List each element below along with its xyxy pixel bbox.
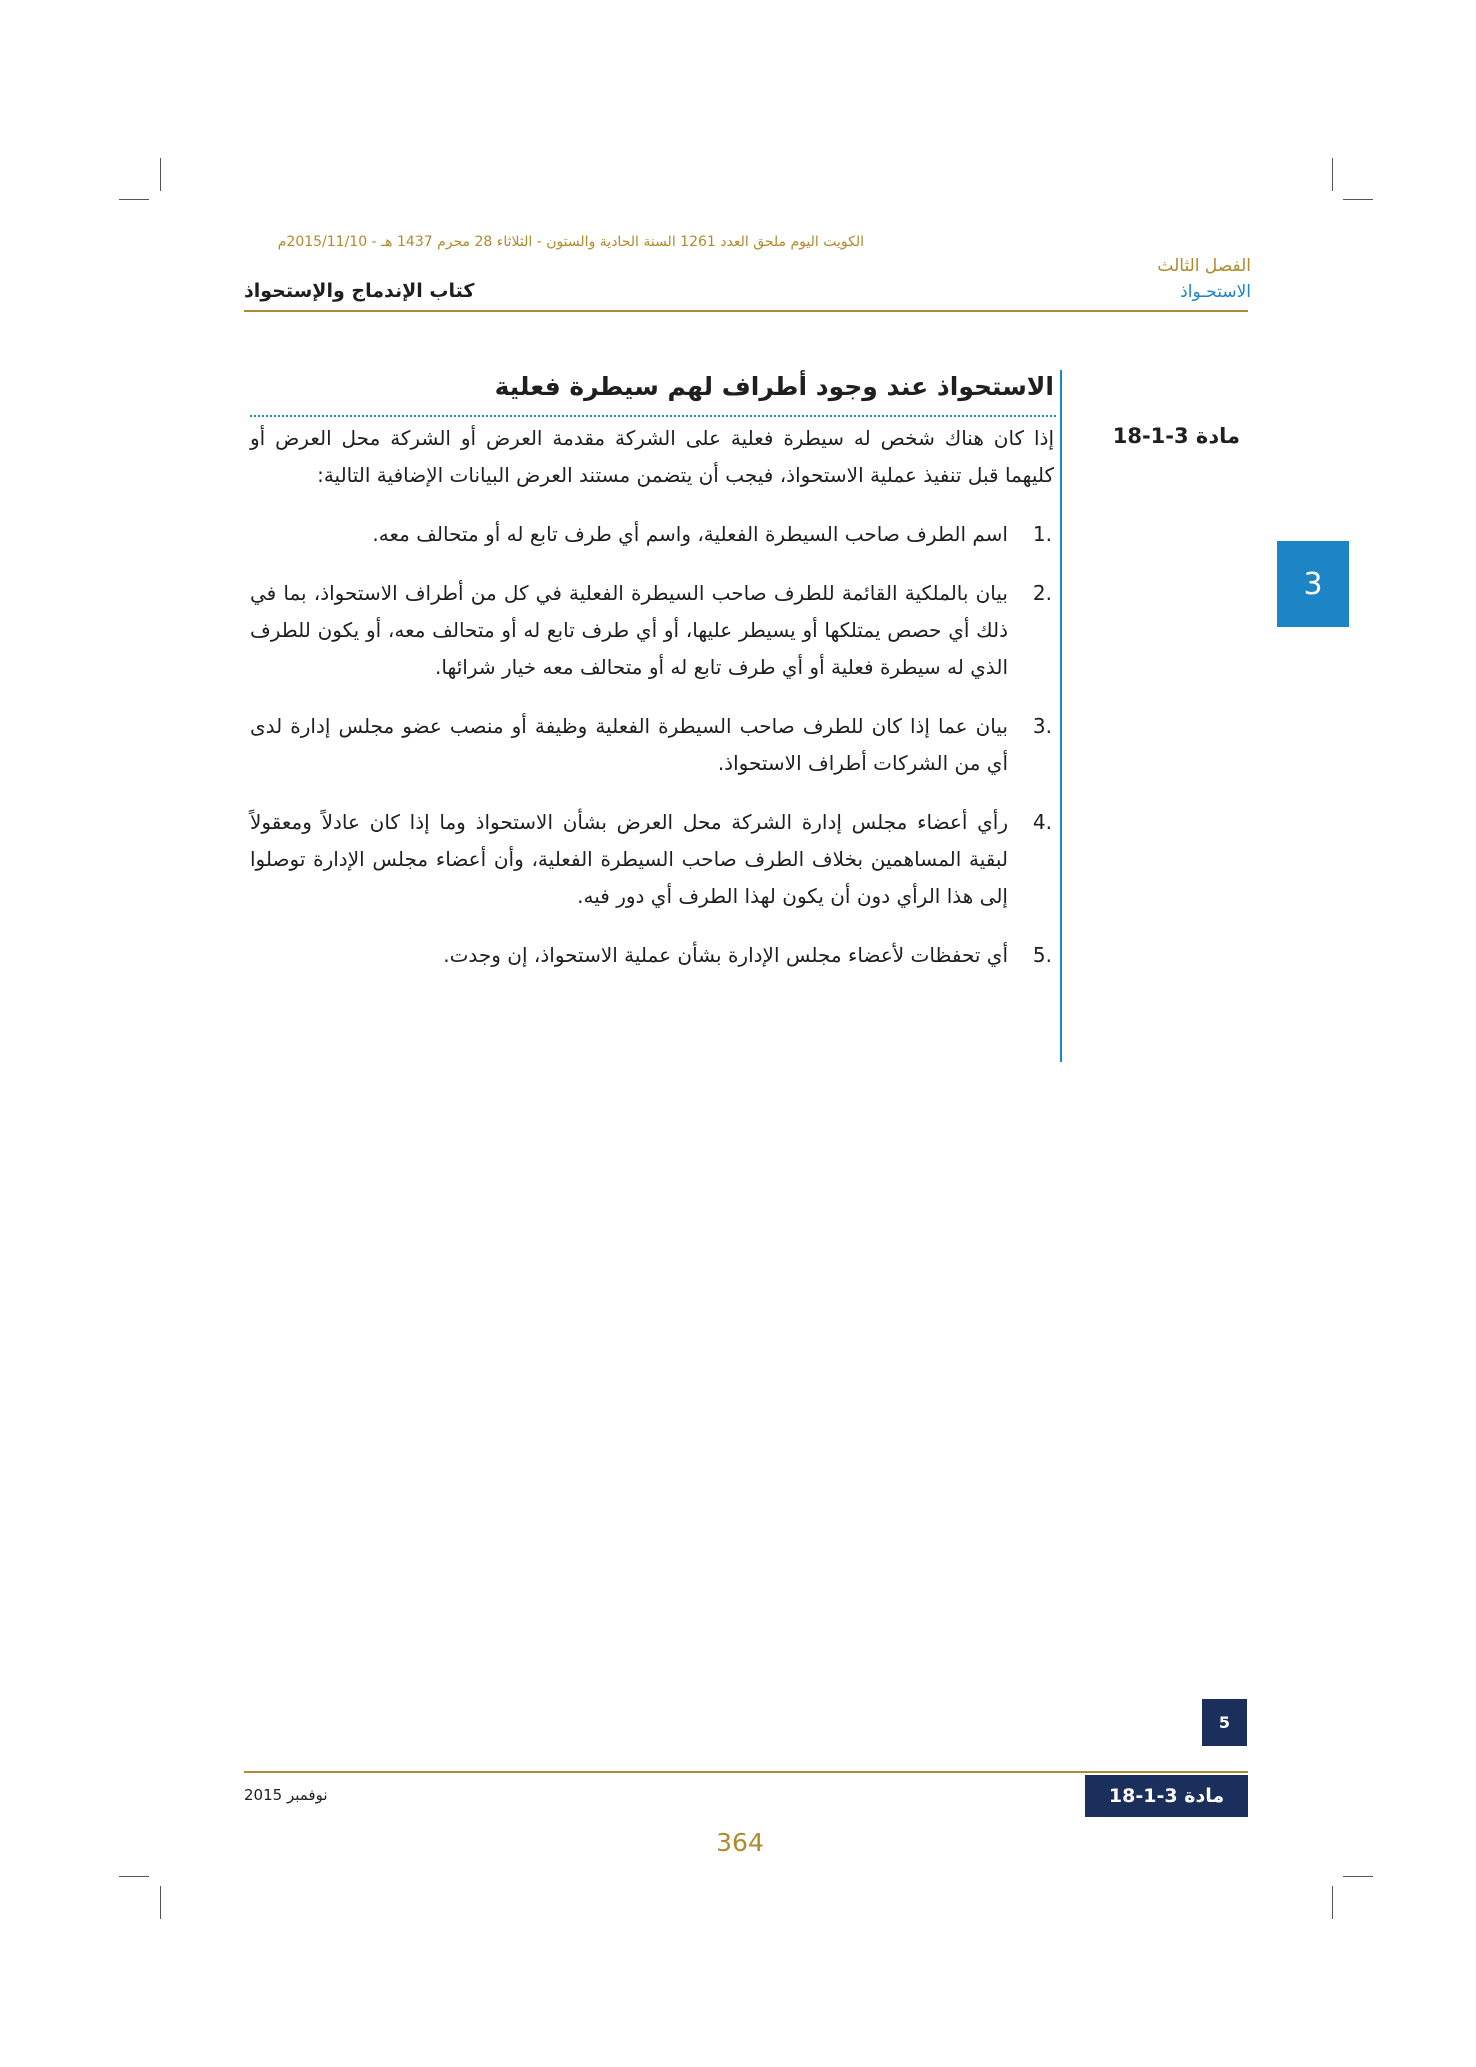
item-number: 4. — [1032, 810, 1052, 834]
page-box: 5 — [1202, 1699, 1247, 1746]
crop-mark-bottom-left-h — [119, 1876, 149, 1877]
article-intro: إذا كان هناك شخص له سيطرة فعلية على الشركة مقدمة العرض أو الشركة محل العرض أو كليهما قبل تنفيذ عملية الاستحواذ، فيجب أن يتضمن مستند العرض البيانات الإضافية التالية: — [250, 426, 1054, 487]
item-text: بيان بالملكية القائمة للطرف صاحب السيطرة الفعلية في كل من أطراف الاستحواذ، بما في ذلك أي حصص يمتلكها أو يسيطر عليها، أو أي طرف تابع له أو متحالف معه، أو يكون للطرف الذي له سيطرة فعلية أو أي طرف تابع له أو متحالف معه خيار شرائها. — [250, 581, 1008, 679]
item-text: أي تحفظات لأعضاء مجلس الإدارة بشأن عملية الاستحواذ، إن وجدت. — [443, 943, 1008, 967]
item-number: 3. — [1032, 714, 1052, 738]
item-number: 1. — [1032, 522, 1052, 546]
page-number: 364 — [716, 1828, 764, 1857]
crop-mark-top-left-h — [119, 199, 149, 200]
crop-mark-top-right-h — [1343, 199, 1373, 200]
book-title: كتاب الإندماج والإستحواذ — [244, 280, 475, 302]
list-item — [250, 937, 1054, 974]
crop-mark-bottom-right-h — [1343, 1876, 1373, 1877]
article-label: مادة 3-1-18 — [1112, 424, 1240, 448]
heading-underline — [250, 415, 1056, 417]
item-text: رأي أعضاء مجلس إدارة الشركة محل العرض بشأن الاستحواذ وما إذا كان عادلاً ومعقولاً لبقية المساهمين بخلاف الطرف صاحب السيطرة الفعلية، وأن أعضاء مجلس الإدارة توصلوا إلى هذا الرأي دون أن يكون لهذا الطرف أي دور فيه. — [250, 810, 1008, 908]
section-heading: الاستحواذ عند وجود أطراف لهم سيطرة فعلية — [494, 372, 1054, 401]
footer-rule — [244, 1771, 1248, 1773]
item-number: 2. — [1032, 581, 1052, 605]
item-text: اسم الطرف صاحب السيطرة الفعلية، واسم أي طرف تابع له أو متحالف معه. — [372, 522, 1008, 546]
list-item — [250, 804, 1054, 915]
requirements-list — [250, 516, 1054, 974]
gazette-line: الكويت اليوم ملحق العدد 1261 السنة الحادية والستون - الثلاثاء 28 محرم 1437 هـ - 2015/11/10م — [277, 234, 864, 250]
list-item — [250, 575, 1054, 686]
footer-date: نوفمبر 2015 — [244, 1786, 328, 1804]
list-item — [250, 516, 1054, 553]
chapter-label: الفصل الثالث — [1157, 256, 1251, 276]
chapter-tab: 3 — [1277, 541, 1349, 627]
crop-mark-top-right-v — [1332, 158, 1333, 191]
header-rule — [244, 310, 1248, 312]
item-text: بيان عما إذا كان للطرف صاحب السيطرة الفعلية وظيفة أو منصب عضو مجلس إدارة لدى أي من الشركات أطراف الاستحواذ. — [250, 714, 1008, 775]
item-number: 5. — [1032, 943, 1052, 967]
footer-article-label: مادة 3-1-18 — [1085, 1775, 1248, 1817]
content-divider — [1060, 370, 1062, 1062]
crop-mark-top-left-v — [160, 158, 161, 191]
crop-mark-bottom-left-v — [160, 1886, 161, 1919]
chapter-title: الاستحـواذ — [1180, 282, 1251, 302]
list-item — [250, 708, 1054, 782]
crop-mark-bottom-right-v — [1332, 1886, 1333, 1919]
article-content — [250, 420, 1054, 996]
